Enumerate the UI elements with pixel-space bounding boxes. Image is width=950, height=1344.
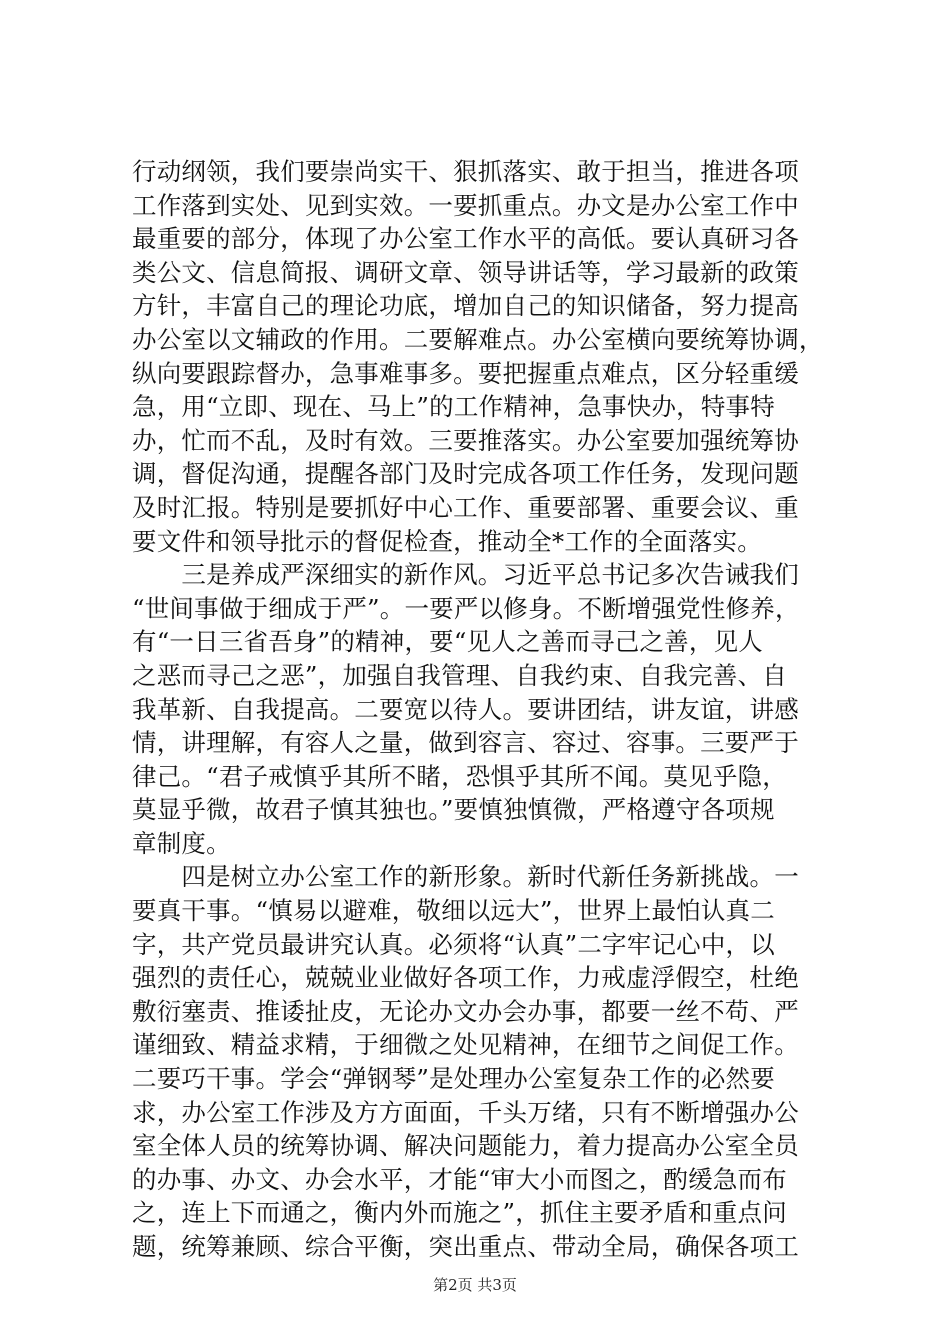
text-line: 及时汇报。特别是要抓好中心工作、重要部署、重要会议、重 (132, 492, 799, 522)
text-line: 方针，丰富自己的理论功底，增加自己的知识储备，努力提高 (132, 291, 799, 321)
text-line: 的办事、办文、办会水平，才能“审大小而图之，酌缓急而布 (132, 1164, 787, 1194)
text-line: 办公室以文辅政的作用。二要解难点。办公室横向要统筹协调， (132, 324, 824, 354)
text-line: 室全体人员的统筹协调、解决问题能力，着力提高办公室全员 (132, 1131, 799, 1161)
text-line: 要文件和领导批示的督促检查，推动全*工作的全面落实。 (132, 526, 762, 556)
text-line: 莫显乎微，故君子慎其独也。”要慎独慎微，严格遵守各项规 (132, 795, 775, 825)
text-line: 律己。“君子戒慎乎其所不睹，恐惧乎其所不闻。莫见乎隐， (132, 761, 787, 791)
body-text (132, 155, 847, 1264)
page-footer: 第2页 共3页 (433, 1276, 517, 1294)
text-line: 行动纲领，我们要崇尚实干、狠抓落实、敢于担当，推进各项 (132, 157, 799, 186)
text-line: 谨细致、精益求精，于细微之处见精神，在细节之间促工作。 (132, 1030, 799, 1060)
text-line: 调，督促沟通，提醒各部门及时完成各项工作任务，发现问题 (132, 459, 799, 489)
text-line: 求，办公室工作涉及方方面面，千头万绪，只有不断增强办公 (132, 1097, 799, 1127)
paragraph-start-line: 三是养成严深细实的新作风。习近平总书记多次告诫我们 (132, 560, 799, 590)
text-line: 办，忙而不乱，及时有效。三要推落实。办公室要加强统筹协 (132, 425, 799, 455)
text-line: 字，共产党员最讲究认真。必须将“认真”二字牢记心中，以 (132, 929, 775, 959)
text-line: “世间事做于细成于严”。一要严以修身。不断增强党性修养， (132, 593, 800, 623)
paragraph-start-line: 四是树立办公室工作的新形象。新时代新任务新挑战。一 (132, 862, 799, 892)
text-line: 二要巧干事。学会“弹钢琴”是处理办公室复杂工作的必然要 (132, 1064, 775, 1094)
text-line: 章制度。 (132, 828, 231, 858)
text-line: 强烈的责任心，兢兢业业做好各项工作，力戒虚浮假空，杜绝 (132, 963, 799, 993)
text-line: 有“一日三省吾身”的精神，要“见人之善而寻己之善，见人 (132, 627, 763, 657)
text-line: 之，连上下而通之，衡内外而施之”，抓住主要矛盾和重点问 (132, 1198, 787, 1228)
text-line: 要真干事。“慎易以避难，敬细以远大”，世界上最怕认真二 (132, 896, 775, 926)
text-line: 情，讲理解，有容人之量，做到容言、容过、容事。三要严于 (132, 728, 799, 758)
text-line: 工作落到实处、见到实效。一要抓重点。办文是办公室工作中 (132, 190, 799, 220)
text-line: 题，统筹兼顾、综合平衡，突出重点、带动全局，确保各项工 (132, 1232, 799, 1261)
text-line: 类公文、信息简报、调研文章、领导讲话等，学习最新的政策 (132, 257, 799, 287)
text-line: 之恶而寻己之恶”，加强自我管理、自我约束、自我完善、自 (132, 660, 787, 690)
text-line: 纵向要跟踪督办，急事难事多。要把握重点难点，区分轻重缓 (132, 358, 799, 388)
text-line: 敷衍塞责、推诿扯皮，无论办文办会办事，都要一丝不苟、严 (132, 996, 799, 1026)
text-line: 急，用“立即、现在、马上”的工作精神，急事快办，特事特 (132, 392, 775, 422)
text-line: 我革新、自我提高。二要宽以待人。要讲团结，讲友谊，讲感 (132, 694, 799, 724)
text-line: 最重要的部分，体现了办公室工作水平的高低。要认真研习各 (132, 224, 799, 254)
